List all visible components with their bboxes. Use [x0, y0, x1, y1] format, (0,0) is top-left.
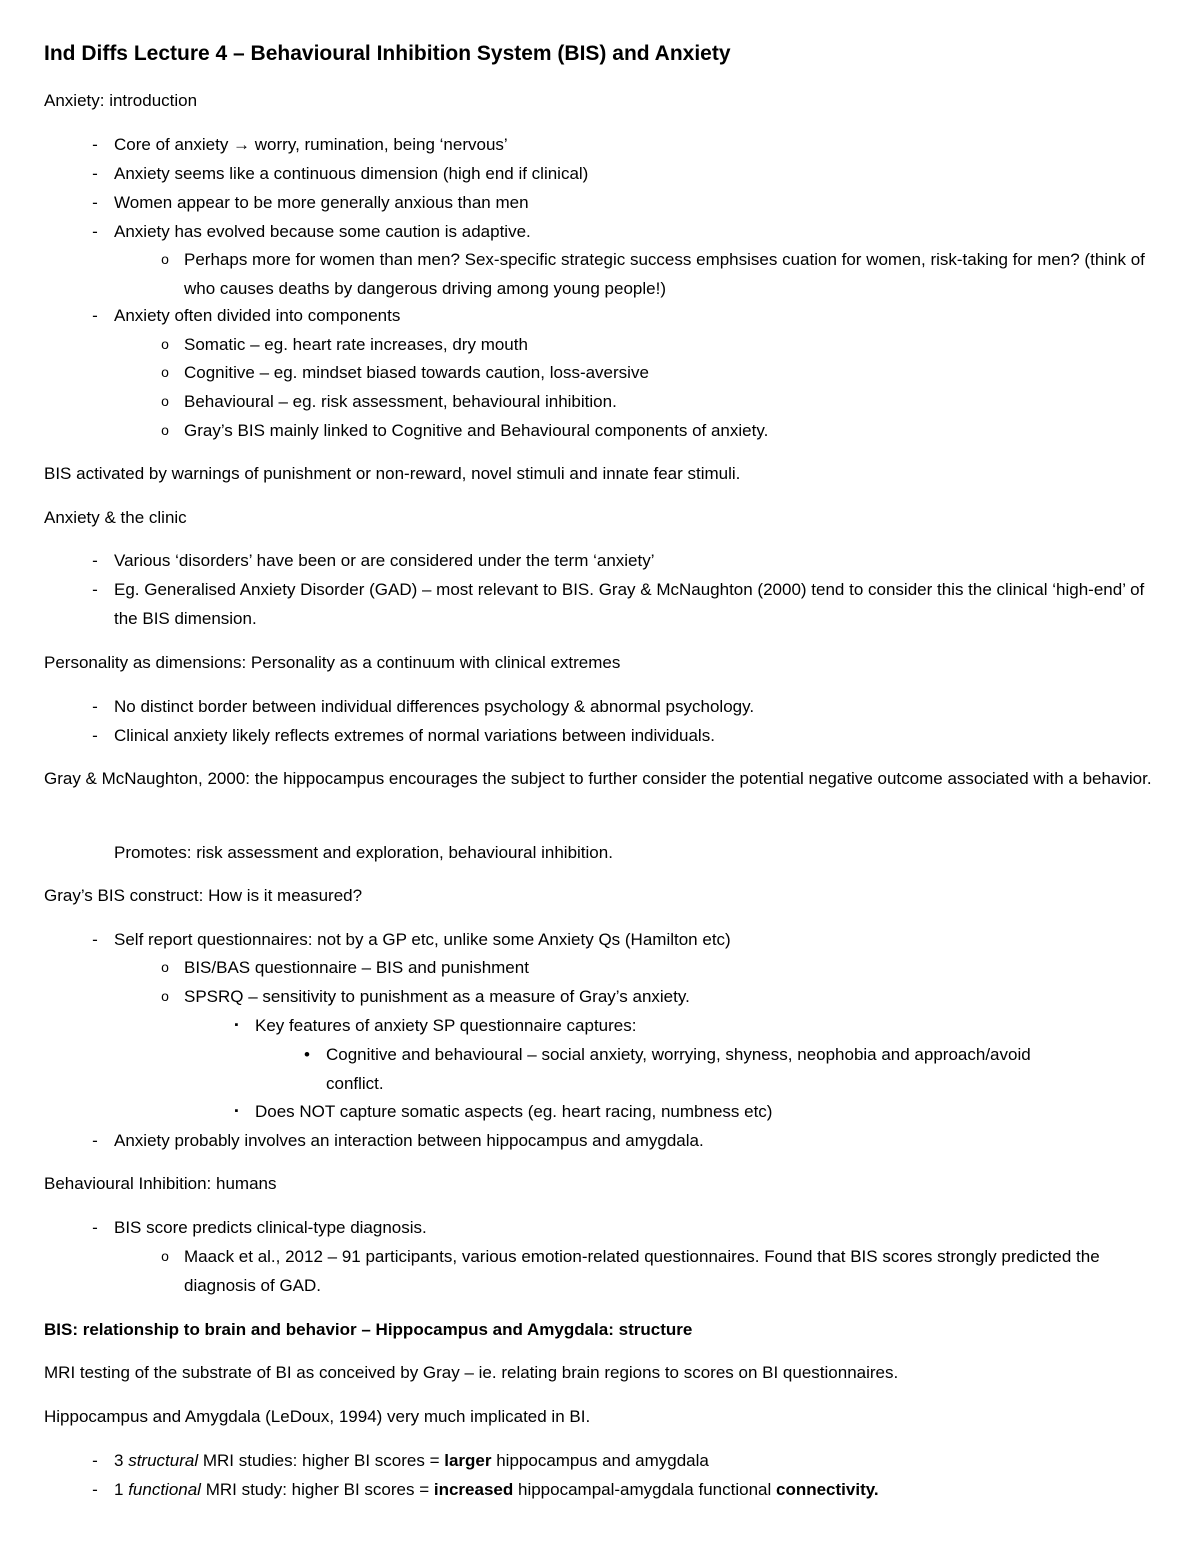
- dimensions-heading: Personality as dimensions: Personality as a continuum with clinical extremes: [44, 653, 621, 672]
- clinic-heading: Anxiety & the clinic: [44, 508, 187, 527]
- list-item-text: Anxiety seems like a continuous dimension (high end if clinical): [114, 164, 589, 183]
- list-item: [76, 925, 1160, 954]
- list-item: [76, 188, 1160, 217]
- ledoux-paragraph: Hippocampus and Amygdala (LeDoux, 1994) very much implicated in BI.: [44, 1407, 591, 1426]
- dash-bullet: -: [92, 164, 98, 183]
- mri-testing-paragraph: MRI testing of the substrate of BI as conceived by Gray – ie. relating brain regions to scores on BI questionnaires.: [44, 1363, 899, 1382]
- sub-list-item: [146, 358, 1160, 387]
- sub-list-item: [146, 953, 1160, 982]
- dash-bullet: -: [92, 580, 98, 599]
- dash-bullet: -: [92, 930, 98, 949]
- text-run: hippocampal-amygdala functional: [513, 1480, 776, 1499]
- list-item-text: Clinical anxiety likely reflects extremes of normal variations between individuals.: [114, 726, 715, 745]
- dash-bullet: -: [92, 306, 98, 325]
- list-item-text: Perhaps more for women than men? Sex-specific strategic success emphsises cuation for women, risk-taking for men? (think of who causes deaths by dangerous driving among young people!): [184, 250, 1145, 298]
- sub-list-item: [146, 245, 1160, 303]
- circle-bullet: o: [161, 364, 169, 380]
- list-item-text: Cognitive – eg. mindset biased towards caution, loss-aversive: [184, 363, 649, 382]
- list-item-text: Eg. Generalised Anxiety Disorder (GAD) – most relevant to BIS. Gray & McNaughton (2000) tend to consider this the clinical ‘high-end’ of the BIS dimension.: [114, 580, 1145, 628]
- list-item-text: Anxiety probably involves an interaction between hippocampus and amygdala.: [114, 1131, 704, 1150]
- list-item: [76, 1126, 1160, 1155]
- list-item-text: Women appear to be more generally anxious than men: [114, 193, 529, 212]
- list-item-text: BIS score predicts clinical-type diagnosis.: [114, 1218, 427, 1237]
- list-item-text: BIS/BAS questionnaire – BIS and punishment: [184, 958, 529, 977]
- list-item-text: Does NOT capture somatic aspects (eg. heart racing, numbness etc): [255, 1102, 773, 1121]
- list-item-text: Maack et al., 2012 – 91 participants, various emotion-related questionnaires. Found that BIS scores strongly predicted the diagnosis of GAD.: [184, 1247, 1100, 1295]
- list-item: [76, 692, 1160, 721]
- list-item: [76, 575, 1160, 633]
- dash-bullet: -: [92, 697, 98, 716]
- list-item-text: Various ‘disorders’ have been or are considered under the term ‘anxiety’: [114, 551, 655, 570]
- list-item: [76, 721, 1160, 750]
- circle-bullet: o: [161, 251, 169, 267]
- text-run: 3: [114, 1451, 129, 1470]
- list-item: [76, 546, 1160, 575]
- list-item: [76, 159, 1160, 188]
- text-run: MRI studies: higher BI scores =: [198, 1451, 445, 1470]
- list-item-text: Core of anxiety → worry, rumination, being ‘nervous’: [114, 135, 508, 154]
- intro-heading: Anxiety: introduction: [44, 91, 198, 110]
- sub-list-item: [146, 330, 1160, 359]
- sub-list-item: [146, 982, 1160, 1011]
- dash-bullet: -: [92, 551, 98, 570]
- sub-list-item: [146, 1242, 1160, 1300]
- text-run: MRI study: higher BI scores =: [200, 1480, 434, 1499]
- list-item-text: Key features of anxiety SP questionnaire captures:: [255, 1016, 637, 1035]
- text-run: hippocampus and amygdala: [491, 1451, 709, 1470]
- circle-bullet: o: [161, 1248, 169, 1264]
- square-bullet: ▪: [234, 1019, 239, 1031]
- dash-bullet: -: [92, 1218, 98, 1237]
- dot-bullet: •: [304, 1045, 310, 1064]
- square-bullet: ▪: [234, 1105, 239, 1117]
- document-title: Ind Diffs Lecture 4 – Behavioural Inhibition System (BIS) and Anxiety: [44, 42, 731, 65]
- bis-activated-paragraph: BIS activated by warnings of punishment or non-reward, novel stimuli and innate fear stimuli.: [44, 464, 741, 483]
- dash-bullet: -: [92, 1451, 98, 1470]
- circle-bullet: o: [161, 336, 169, 352]
- circle-bullet: o: [161, 393, 169, 409]
- humans-heading: Behavioural Inhibition: humans: [44, 1174, 277, 1193]
- bold-term: connectivity.: [775, 1480, 879, 1499]
- functional-study-text: [114, 1475, 1160, 1504]
- italic-term: structural: [128, 1451, 199, 1470]
- dash-bullet: -: [92, 726, 98, 745]
- dash-bullet: -: [92, 1480, 98, 1499]
- list-item-text: Somatic – eg. heart rate increases, dry mouth: [184, 335, 528, 354]
- promotes-paragraph: Promotes: risk assessment and exploration, behavioural inhibition.: [114, 843, 613, 862]
- list-item: [76, 217, 1160, 246]
- list-item: [76, 1213, 1160, 1242]
- list-item-text: Self report questionnaires: not by a GP etc, unlike some Anxiety Qs (Hamilton etc): [114, 930, 731, 949]
- text-run: 1: [114, 1480, 129, 1499]
- circle-bullet: o: [161, 959, 169, 975]
- sub-list-item: [146, 416, 1160, 445]
- bold-term: increased: [433, 1480, 514, 1499]
- dash-bullet: -: [92, 193, 98, 212]
- list-item-text: SPSRQ – sensitivity to punishment as a measure of Gray’s anxiety.: [184, 987, 690, 1006]
- circle-bullet: o: [161, 422, 169, 438]
- dash-bullet: -: [92, 222, 98, 241]
- list-item-text: No distinct border between individual differences psychology & abnormal psychology.: [114, 697, 755, 716]
- sub-sub-list-item: [218, 1097, 1098, 1126]
- deep-list-item: [288, 1040, 1048, 1098]
- gray-2000-paragraph: Gray & McNaughton, 2000: the hippocampus encourages the subject to further consider the potential negative outcome associated with a behavior.: [44, 769, 1152, 788]
- list-item-text: Cognitive and behavioural – social anxiety, worrying, shyness, neophobia and approach/avoid conflict.: [326, 1045, 1031, 1093]
- list-item: [76, 130, 1160, 159]
- sub-sub-list-item: [218, 1011, 1098, 1040]
- list-item-text: Anxiety often divided into components: [114, 306, 401, 325]
- list-item: [76, 301, 1160, 330]
- list-item: [76, 1475, 1160, 1504]
- list-item: [76, 1446, 1160, 1475]
- measured-heading: Gray’s BIS construct: How is it measured?: [44, 886, 363, 905]
- circle-bullet: o: [161, 988, 169, 1004]
- italic-term: functional: [128, 1480, 201, 1499]
- bold-term: larger: [444, 1451, 492, 1470]
- sub-list-item: [146, 387, 1160, 416]
- brain-heading: BIS: relationship to brain and behavior – Hippocampus and Amygdala: structure: [44, 1320, 693, 1339]
- list-item-text: Gray’s BIS mainly linked to Cognitive and Behavioural components of anxiety.: [184, 421, 769, 440]
- dash-bullet: -: [92, 1131, 98, 1150]
- list-item-text: Anxiety has evolved because some caution is adaptive.: [114, 222, 531, 241]
- structural-studies-text: [114, 1446, 1160, 1475]
- list-item-text: Behavioural – eg. risk assessment, behavioural inhibition.: [184, 392, 617, 411]
- dash-bullet: -: [92, 135, 98, 154]
